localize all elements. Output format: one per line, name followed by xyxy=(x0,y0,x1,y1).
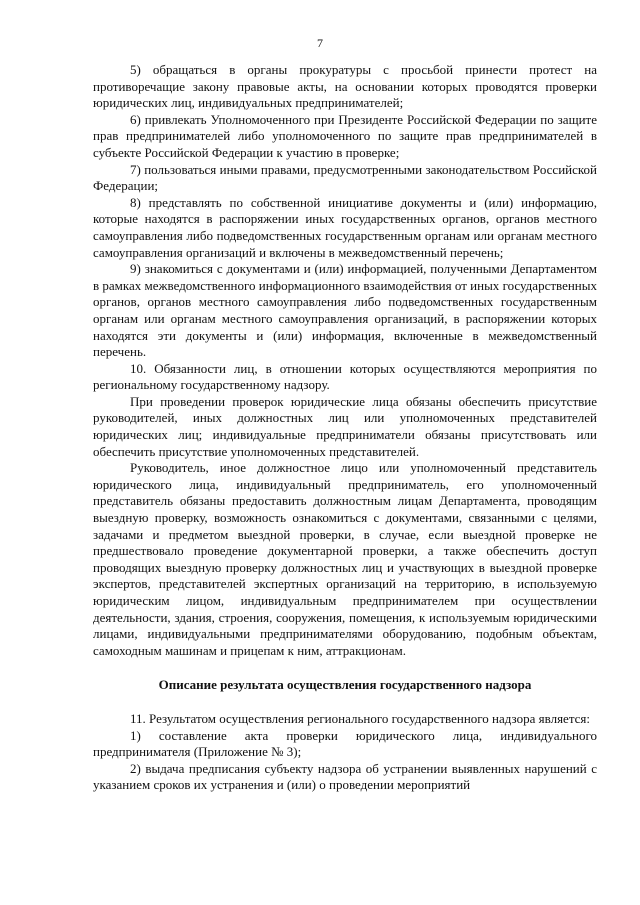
paragraph-obligations-access: Руководитель, иное должностное лицо или уполномоченный представитель юридического лица, индивидуальный предприниматель, его уполномоченный представитель обязаны предоставить должностным лицам Департамента, проводящим выездную проверку, возможность ознакомиться с документами, связанными с целями, задачами и предметом выездной проверки, в случае, если выездной проверке не предшествовало проведение документарной проверки, а также обеспечить доступ проводящих выездную проверку должностных лиц и участвующих в выездной проверке экспертов, представителей экспертных организаций на территорию, в используемую юридическим лицом, индивидуальным предпринимателем при осуществлении деятельности, здания, строения, сооружения, помещения, к используемым юридическими лицами, индивидуальными предпринимателями оборудованию, подобным объектам, самоходным машинам и прицепам к ним, аттракционам. xyxy=(93,460,597,658)
paragraph-item-9: 9) знакомиться с документами и (или) информацией, полученными Департаментом в рамках межведомственного информационного взаимодействия от иных государственных органов, органов местного самоуправления либо подведомственных государственным органам или органам местного самоуправления организаций, в распоряжении которых находятся эти документы и (или) информация, включенные в межведомственный перечень. xyxy=(93,261,597,360)
paragraph-item-8: 8) представлять по собственной инициативе документы и (или) информацию, которые находятся в распоряжении иных государственных органов, органов местного самоуправления либо подведомственных государственным органам или органам местного самоуправления организаций и включены в межведомственный перечень; xyxy=(93,194,597,260)
section-heading: Описание результата осуществления государственного надзора xyxy=(158,677,532,693)
paragraph-section-10: 10. Обязанности лиц, в отношении которых осуществляются мероприятия по региональному государственному надзору. xyxy=(93,360,597,393)
paragraph-result-1: 1) составление акта проверки юридического лица, индивидуального предпринимателя (Приложение № 3); xyxy=(93,727,597,760)
paragraph-result-2: 2) выдача предписания субъекту надзора об устранении выявленных нарушений с указанием сроков их устранения и (или) о проведении мероприятий xyxy=(93,760,597,793)
paragraph-obligations-presence: При проведении проверок юридические лица обязаны обеспечить присутствие руководителей, иных должностных лиц или уполномоченных представителей юридических лиц; индивидуальные предприниматели обязаны присутствовать или обеспечить присутствие уполномоченных представителей. xyxy=(93,393,597,459)
page-number: 7 xyxy=(317,36,323,50)
paragraph-item-7: 7) пользоваться иными правами, предусмотренными законодательством Российской Федерации; xyxy=(93,161,597,194)
document-body xyxy=(93,62,597,794)
paragraph-item-5: 5) обращаться в органы прокуратуры с просьбой принести протест на противоречащие закону правовые акты, на основании которых проводятся проверки юридических лиц, индивидуальных предпринимателей; xyxy=(93,62,597,111)
paragraph-item-6: 6) привлекать Уполномоченного при Президенте Российской Федерации по защите прав предпринимателей либо уполномоченного по защите прав предпринимателей в субъекте Российской Федерации к участию в проверке; xyxy=(93,111,597,160)
paragraph-section-11: 11. Результатом осуществления регионального государственного надзора является: xyxy=(130,710,591,726)
